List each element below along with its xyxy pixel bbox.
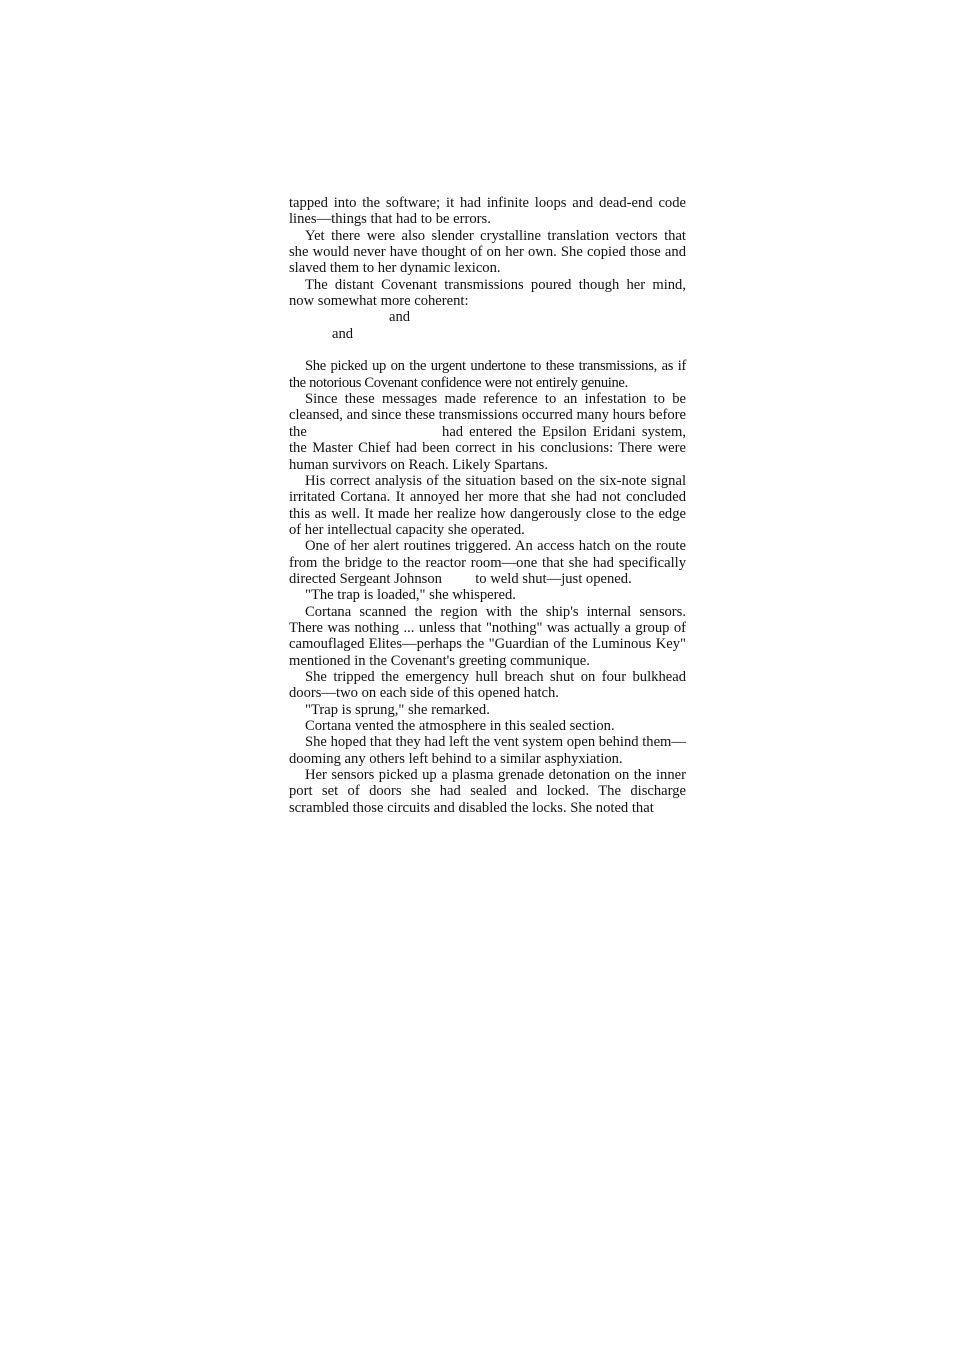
paragraph-internal-sensors: Cortana scanned the region with the ship's internal sensors. There was nothing ... unless that "nothing" was actually a group of camouflaged Elites—perhaps the "Guardian of the Luminous Key" mentioned in the Covenant's greeting communique. (289, 603, 686, 669)
paragraph-translation-vectors: Yet there were also slender crystalline translation vectors that she would never have thought of on her own. She copied those and slaved them to her dynamic lexicon. (289, 227, 686, 277)
paragraph-correct-analysis: His correct analysis of the situation based on the six-note signal irritated Cortana. It annoyed her more that she had not concluded this as well. It made her realize how dangerously close to the edge of her intellectual capacity she operated. (289, 472, 686, 538)
paragraph-alert-routine-part-1: One of her alert routines triggered. An access hatch on the route from the bridge to the reactor room—one that she had specifically directed Sergeant Johnson (289, 538, 686, 587)
paragraph-alert-routine-part-2: to weld shut—just opened. (475, 570, 632, 587)
paragraph-infestation (289, 391, 686, 473)
paragraph-covenant-transmissions: The distant Covenant transmissions poured though her mind, now somewhat more coherent: (289, 276, 686, 310)
paragraph-hull-breach: She tripped the emergency hull breach shut on four bulkhead doors—two on each side of this opened hatch. (289, 668, 686, 702)
transmission-fragment-and-1: and (389, 309, 411, 326)
paragraph-vented-atmosphere: Cortana vented the atmosphere in this sealed section. (305, 718, 615, 734)
blank-line (289, 342, 686, 358)
paragraph-infestation-part-1: Since these messages made reference to an infestation to be cleansed, and since these transmissions occurred many hours before the (289, 391, 686, 440)
paragraph-plasma-grenade: Her sensors picked up a plasma grenade detonation on the inner port set of doors she had sealed and locked. The discharge scrambled those circuits and disabled the locks. She noted that (289, 767, 686, 816)
transmission-fragment-and-2: and (332, 325, 354, 342)
paragraph-continuation: tapped into the software; it had infinite loops and dead-end code lines—things that had to be errors. (289, 195, 686, 228)
page-text (289, 195, 686, 816)
paragraph-infestation-part-2: had entered the Epsilon Eridani system, the Master Chief had been correct in his conclusions: There were human survivors on Reach. Likely Spartans. (289, 423, 687, 473)
paragraph-trap-sprung: "Trap is sprung," she remarked. (305, 701, 490, 718)
paragraph-alert-routine (289, 538, 686, 587)
paragraph-trap-loaded: "The trap is loaded," she whispered. (305, 587, 516, 604)
paragraph-urgent-undertone: She picked up on the urgent undertone to these transmissions, as if the notorious Covenant confidence were not entirely genuine. (289, 358, 686, 391)
paragraph-vent-system: She hoped that they had left the vent system open behind them—dooming any others left behind to a similar asphyxiation. (289, 734, 686, 767)
